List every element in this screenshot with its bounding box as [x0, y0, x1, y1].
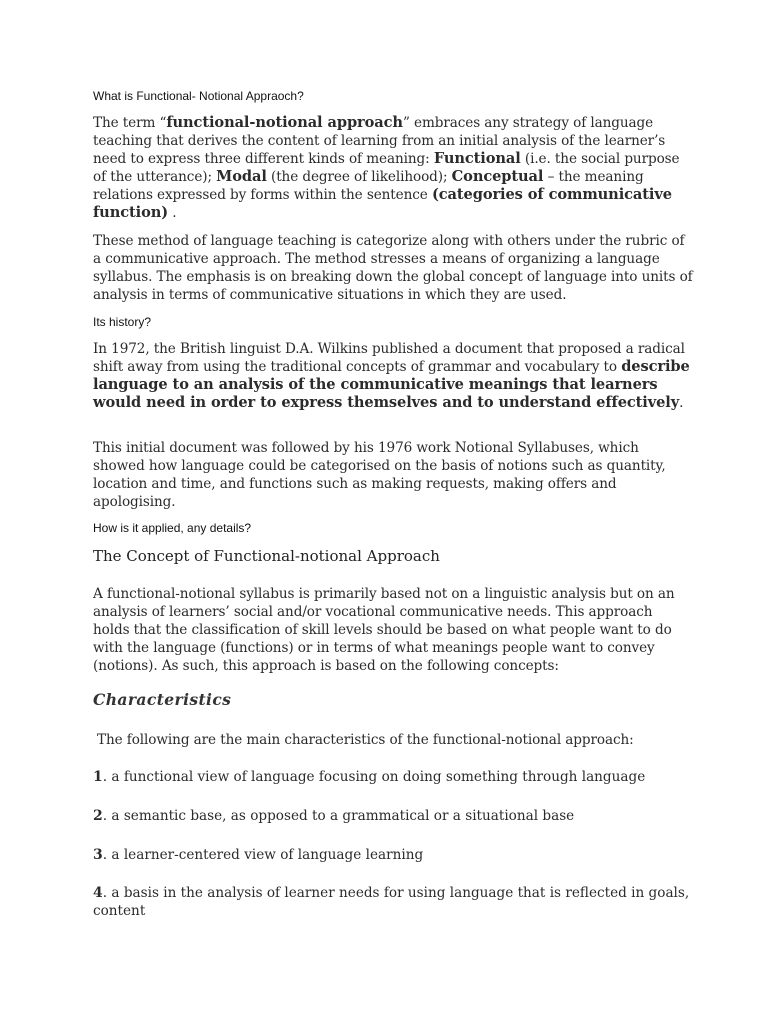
p1-text-6: .: [168, 205, 177, 221]
list-item: [93, 884, 693, 920]
list-item-text: . a basis in the analysis of learner needs for using language that is reflected in goals, content: [93, 885, 690, 919]
list-item: [93, 768, 693, 786]
list-item-text: . a learner-centered view of language learning: [102, 847, 424, 863]
list-item: [93, 807, 693, 825]
question-heading-2: Its history?: [93, 315, 152, 329]
list-item-number: 3: [93, 847, 103, 863]
p1-bold-functional: Functional: [433, 150, 521, 167]
list-item: [93, 846, 693, 864]
p1-text-5: – the meaning relations expressed by forms within the sentence: [93, 169, 644, 203]
list-item-number: 4: [93, 885, 103, 901]
p3-bold-describe: describe language to an analysis of the communicative meanings that learners would need in order to express themselves and to understand effectively: [93, 358, 690, 411]
p1-bold-term: functional-notional approach: [166, 114, 403, 131]
paragraph-concept: A functional-notional syllabus is primarily based not on a linguistic analysis but on an analysis of learners’ social and/or vocational communicative needs. This approach holds that the classification of skill levels should be based on what people want to do with the language (functions) or in terms of what meanings people want to convey (notions). As such, this approach is based on the following concepts:: [93, 586, 675, 674]
paragraph-method: These method of language teaching is categorize along with others under the rubric of a communicative approach. The method stresses a means of organizing a language syllabus. The emphasis is on breaking down the global concept of language into units of analysis in terms of communicative situations in which they are used.: [93, 233, 693, 303]
p1-bold-categories: (categories of communicative function): [93, 186, 672, 221]
p1-bold-conceptual: Conceptual: [451, 168, 544, 185]
p3-text-1: In 1972, the British linguist D.A. Wilkins published a document that proposed a radical shift away from using the traditional concepts of grammar and vocabulary to: [93, 341, 685, 375]
paragraph-characteristics-intro: The following are the main characteristics of the functional-notional approach:: [97, 732, 634, 748]
p1-text-1: The term “: [93, 115, 167, 131]
paragraph-definition: [93, 114, 693, 222]
characteristics-heading: Characteristics: [93, 690, 232, 709]
list-item-text: . a functional view of language focusing on doing something through language: [102, 769, 646, 785]
paragraph-history: [93, 340, 693, 412]
p3-text-2: .: [679, 395, 684, 411]
list-item-text: . a semantic base, as opposed to a grammatical or a situational base: [102, 808, 575, 824]
list-item-number: 2: [93, 808, 103, 824]
p1-bold-modal: Modal: [216, 168, 267, 185]
concept-heading: The Concept of Functional-notional Approach: [93, 547, 440, 565]
p1-text-3: (i.e. the social purpose of the utterance);: [93, 151, 680, 185]
list-item-number: 1: [93, 769, 103, 785]
p1-text-2: ” embraces any strategy of language teaching that derives the content of learning from an initial analysis of the learner’s need to express three different kinds of meaning:: [93, 115, 666, 167]
question-heading-1: What is Functional- Notional Appraoch?: [93, 89, 304, 103]
p1-text-4: (the degree of likelihood);: [266, 169, 452, 185]
paragraph-notional-syllabuses: This initial document was followed by his 1976 work Notional Syllabuses, which showed how language could be categorised on the basis of notions such as quantity, location and time, and functions such as making requests, making offers and apologising.: [93, 440, 666, 510]
question-heading-3: How is it applied, any details?: [93, 521, 252, 535]
